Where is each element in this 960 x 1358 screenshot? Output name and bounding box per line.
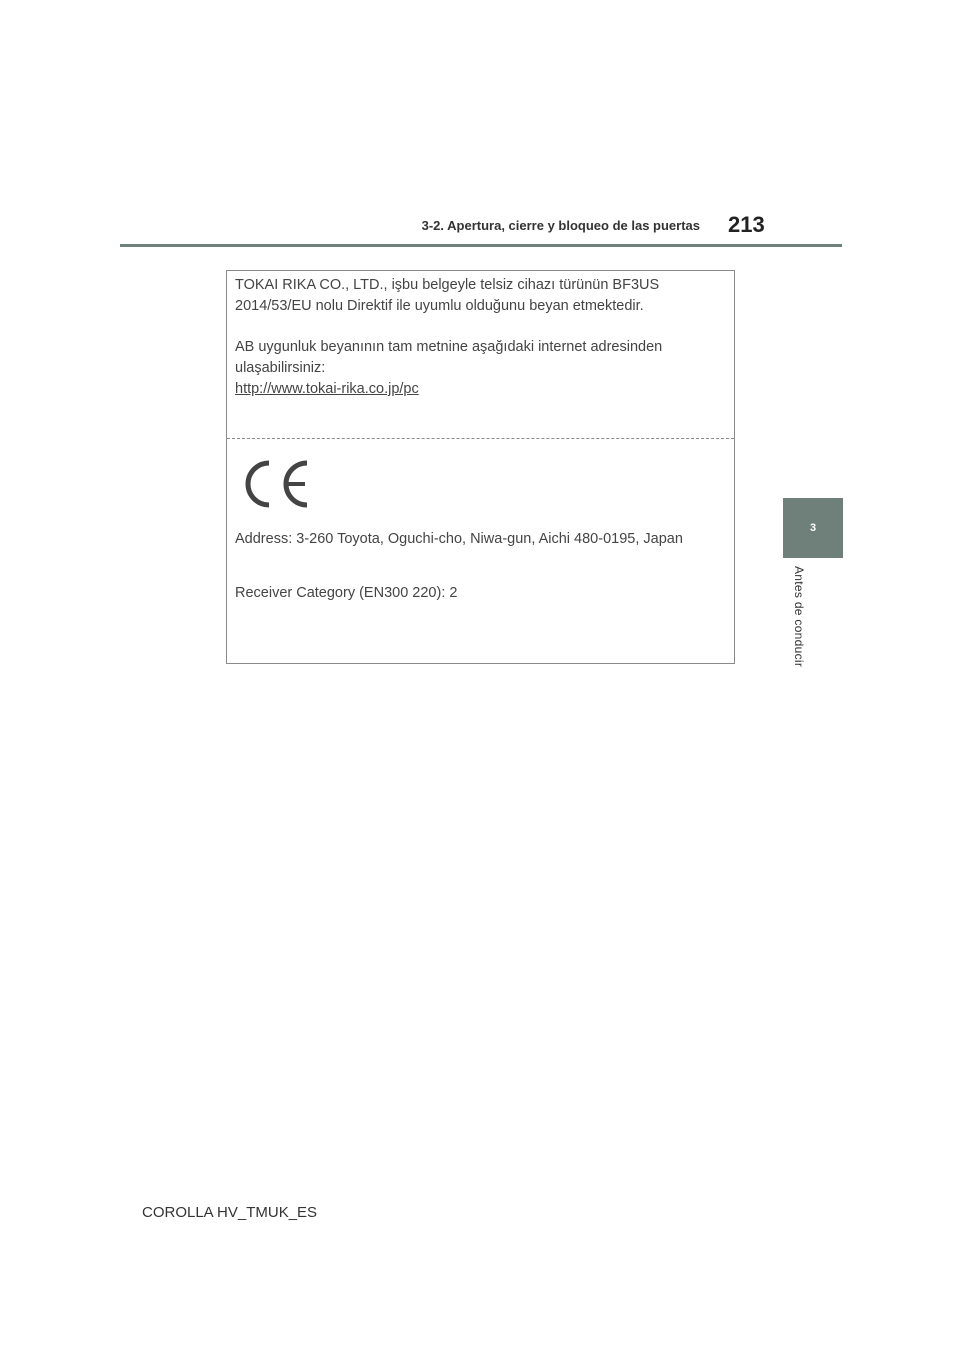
availability-line-1: AB uygunluk beyanının tam metnine aşağıdaki internet adresinden [235,339,663,355]
declaration-panel [227,271,734,439]
ce-mark-icon [241,459,311,509]
section-title: 3-2. Apertura, cierre y bloqueo de las puertas [421,218,700,233]
availability-line-2: ulaşabilirsiniz: [235,360,326,376]
header-divider [120,244,842,247]
chapter-number: 3 [809,522,817,534]
model-code: COROLLA HV_TMUK_ES [142,1204,318,1221]
receiver-category: Receiver Category (EN300 220): 2 [235,585,458,601]
page-number: 213 [728,212,765,237]
manufacturer-address: Address: 3-260 Toyota, Oguchi-cho, Niwa-gun, Aichi 480-0195, Japan [235,531,683,547]
chapter-tab [783,498,843,558]
regulatory-notice-box [226,270,735,664]
declaration-url-link[interactable]: http://www.tokai-rika.co.jp/pc [235,381,419,397]
declaration-line-1: TOKAI RIKA CO., LTD., işbu belgeyle telsiz cihazı türünün BF3US [235,277,660,293]
chapter-title: Antes de conducir [792,566,806,668]
declaration-line-2: 2014/53/EU nolu Direktif ile uyumlu olduğunu beyan etmektedir. [235,298,644,314]
